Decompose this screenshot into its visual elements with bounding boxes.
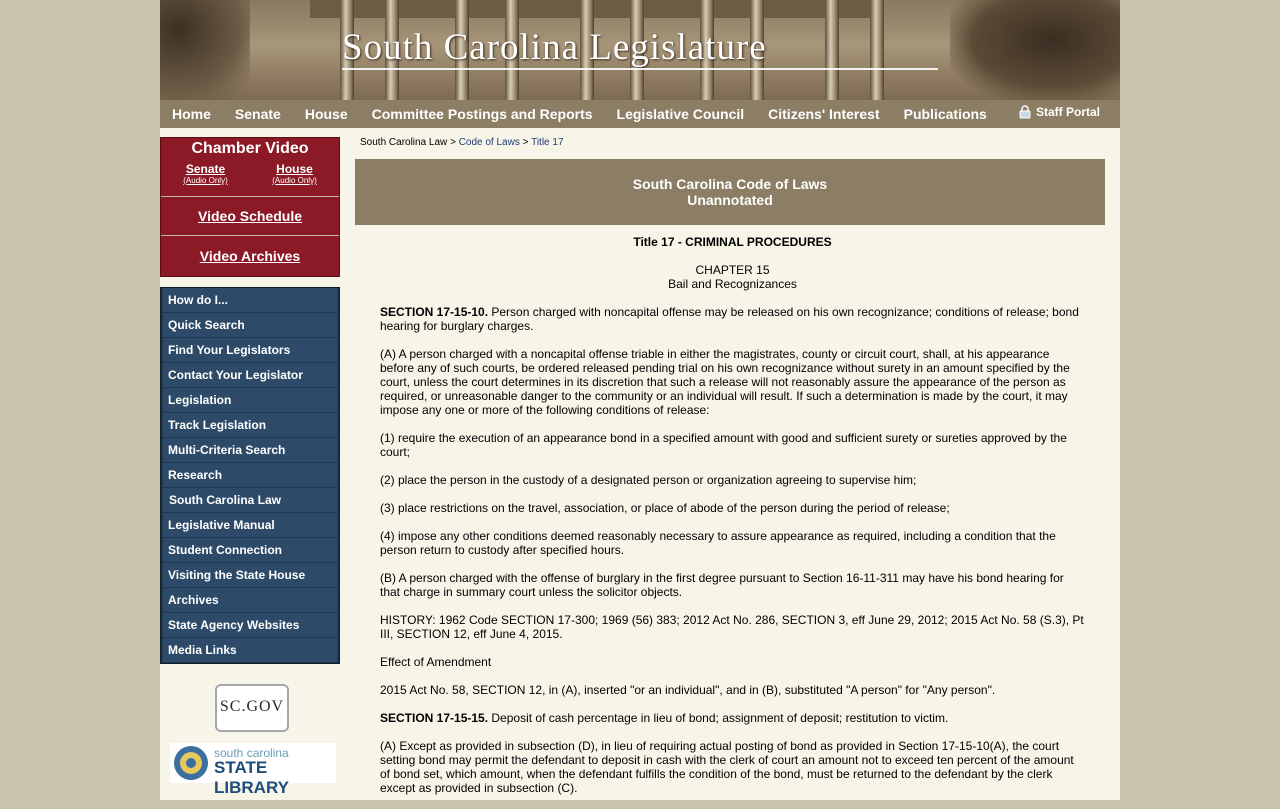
paragraph-3: (3) place restrictions on the travel, association, or place of abode of the person during the period of release; <box>380 501 950 515</box>
paragraph-4: (4) impose any other conditions deemed reasonably necessary to assure appearance as required, including a condition that the person return to custody after specified hours. <box>380 529 1056 557</box>
scgov-logo[interactable] <box>215 684 289 732</box>
side-menu <box>160 287 340 664</box>
lock-icon <box>1018 105 1032 119</box>
sidebar-item-legislation[interactable]: Legislation <box>163 388 337 412</box>
breadcrumb <box>360 137 564 148</box>
state-library-top-text: south carolina <box>214 746 289 760</box>
amendment-note: 2015 Act No. 58, SECTION 12, in (A), inserted "or an individual", and in (B), substituted "A person" for "Any person". <box>380 683 996 697</box>
house-video-link[interactable] <box>272 162 316 185</box>
nav-home[interactable]: Home <box>172 106 211 122</box>
palm-tree-image-right <box>950 0 1120 100</box>
site-banner[interactable] <box>160 0 1120 100</box>
sidebar-item-south-carolina-law[interactable]: South Carolina Law <box>163 488 337 512</box>
chapter-name: Bail and Recognizances <box>668 277 797 291</box>
page <box>160 0 1120 800</box>
sidebar-item-state-agency-websites[interactable]: State Agency Websites <box>163 613 337 637</box>
history-note: HISTORY: 1962 Code SECTION 17-300; 1969 (56) 383; 2012 Act No. 286, SECTION 3, eff June 29, 2012; 2015 Act No. 58 (S.3), Pt III, SECTION 12, eff June 4, 2015. <box>380 613 1084 641</box>
sidebar-item-track-legislation[interactable]: Track Legislation <box>163 413 337 437</box>
code-header-line1: South Carolina Code of Laws <box>632 176 828 192</box>
paragraph-a: (A) A person charged with a noncapital offense triable in either the magistrates, county or circuit court, shall, at his appearance before any of such courts, be ordered released pending trial on his own recognizance without surety in an amount specified by the court, unless the court determines in its discretion that such a release will not reasonably assure the appearance of the person as required, or unreasonable danger to the community or an individual will result. If such a determination is made by the court, it may impose any one or more of the following conditions of release: <box>380 347 1070 417</box>
title-underline <box>342 68 938 70</box>
breadcrumb-code-of-laws[interactable]: Code of Laws <box>458 137 520 148</box>
nav-legislative-council[interactable]: Legislative Council <box>616 106 745 122</box>
state-library-bottom-text: STATE LIBRARY <box>214 758 289 797</box>
sidebar-item-student-connection[interactable]: Student Connection <box>163 538 337 562</box>
sidebar-item-research[interactable]: Research <box>163 463 337 487</box>
breadcrumb-separator: > <box>450 137 456 148</box>
law-content <box>380 235 1085 809</box>
sidebar-item-find-legislators[interactable]: Find Your Legislators <box>163 338 337 362</box>
senate-video-label: Senate <box>185 162 226 176</box>
state-library-logo[interactable] <box>170 743 336 797</box>
chapter-heading: CHAPTER 15 <box>695 263 770 277</box>
sidebar-item-archives[interactable]: Archives <box>163 588 337 612</box>
palm-tree-image <box>160 0 250 100</box>
section-caption: Deposit of cash percentage in lieu of bond; assignment of deposit; restitution to victim. <box>488 711 949 725</box>
breadcrumb-root: South Carolina Law <box>360 137 448 148</box>
nav-citizens-interest[interactable]: Citizens' Interest <box>768 106 880 122</box>
effect-of-amendment-heading: Effect of Amendment <box>380 655 492 669</box>
sidebar-item-contact-legislator[interactable]: Contact Your Legislator <box>163 363 337 387</box>
sidebar-item-visiting-state-house[interactable]: Visiting the State House <box>163 563 337 587</box>
paragraph-1: (1) require the execution of an appearance bond in a specified amount with good and sufficient surety or sureties approved by the court; <box>380 431 1067 459</box>
house-video-label: House <box>276 162 313 176</box>
staff-portal-link[interactable] <box>1018 105 1100 119</box>
sidebar-item-media-links[interactable]: Media Links <box>163 638 337 662</box>
senate-video-link[interactable] <box>183 162 227 185</box>
chamber-video-panel <box>160 137 340 277</box>
code-header <box>355 159 1105 225</box>
video-schedule-link[interactable]: Video Schedule <box>161 196 339 235</box>
staff-portal-label: Staff Portal <box>1035 105 1100 119</box>
sidebar-item-how-do-i[interactable]: How do I... <box>163 288 337 312</box>
house-audio-only: (Audio Only) <box>272 176 317 185</box>
section-number: SECTION 17-15-10. <box>380 305 489 319</box>
chamber-video-title: Chamber Video <box>191 140 309 157</box>
section-number: SECTION 17-15-15. <box>380 711 489 725</box>
code-header-line2: Unannotated <box>687 192 773 208</box>
nav-senate[interactable]: Senate <box>234 106 281 122</box>
section-caption: Person charged with noncapital offense may be released on his own recognizance; conditions of release; bond hearing for burglary charges. <box>380 305 1079 333</box>
senate-audio-only: (Audio Only) <box>183 176 228 185</box>
top-navigation <box>160 100 1120 128</box>
paragraph-b: (B) A person charged with the offense of burglary in the first degree pursuant to Section 16-11-311 may have his bond hearing for that charge in summary court unless the solicitor objects. <box>380 571 1064 599</box>
section-17-15-10-heading <box>380 305 1085 333</box>
site-title: South Carolina Legislature <box>342 27 767 68</box>
video-archives-link[interactable]: Video Archives <box>161 235 339 276</box>
breadcrumb-separator: > <box>522 137 529 148</box>
nav-publications[interactable]: Publications <box>903 106 987 122</box>
sidebar-item-legislative-manual[interactable]: Legislative Manual <box>163 513 337 537</box>
nav-committee-postings[interactable]: Committee Postings and Reports <box>371 106 593 122</box>
paragraph-2a: (A) Except as provided in subsection (D), in lieu of requiring actual posting of bond as provided in Section 17-15-10(A), the court setting bond may permit the defendant to deposit in cash with the clerk of court an amount not to exceed ten percent of the amount of bond set, which amount, when the defendant fulfills the condition of the bond, must be returned to the defendant by the clerk except as provided in subsection (C). <box>380 739 1074 795</box>
title-heading: Title 17 - CRIMINAL PROCEDURES <box>633 235 832 249</box>
sidebar-item-quick-search[interactable]: Quick Search <box>163 313 337 337</box>
nav-house[interactable]: House <box>304 106 348 122</box>
scgov-logo-text: SC.GOV <box>219 698 285 715</box>
paragraph-2: (2) place the person in the custody of a designated person or organization agreeing to supervise him; <box>380 473 917 487</box>
sidebar-item-multi-criteria-search[interactable]: Multi-Criteria Search <box>163 438 337 462</box>
section-17-15-15-heading <box>380 711 1085 725</box>
state-library-emblem-icon <box>172 744 210 782</box>
breadcrumb-title[interactable]: Title 17 <box>531 137 564 148</box>
